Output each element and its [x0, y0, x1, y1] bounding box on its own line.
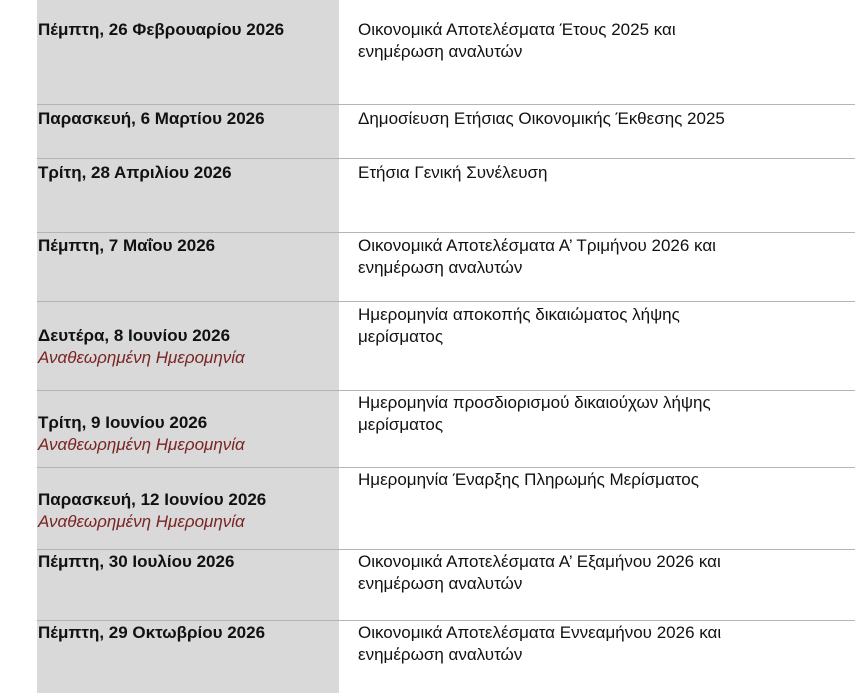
- event-date: Δευτέρα, 8 Ιουνίου 2026: [38, 326, 231, 345]
- date-cell: [37, 550, 339, 620]
- event-date: Πέμπτη, 29 Οκτωβρίου 2026: [38, 623, 266, 642]
- event-description-line: Οικονομικά Αποτελέσματα Έτους 2025 και: [358, 20, 676, 39]
- event-cell: [358, 159, 855, 232]
- revised-date-note: Αναθεωρημένη Ημερομηνία: [38, 512, 245, 531]
- event-description-line: Οικονομικά Αποτελέσματα Α’ Εξαμήνου 2026 και: [358, 552, 721, 571]
- event-date: Παρασκευή, 12 Ιουνίου 2026: [38, 490, 267, 509]
- event-cell: [358, 621, 855, 694]
- event-date: Πέμπτη, 7 Μαΐου 2026: [38, 236, 216, 255]
- event-cell: [358, 105, 855, 158]
- date-cell: [37, 621, 339, 694]
- date-cell: [37, 468, 339, 549]
- date-cell: [37, 159, 339, 232]
- table-row: [37, 0, 855, 104]
- event-cell: [358, 233, 855, 301]
- event-date: Πέμπτη, 30 Ιουλίου 2026: [38, 552, 235, 571]
- event-date: Τρίτη, 28 Απριλίου 2026: [38, 163, 232, 182]
- date-cell: [37, 233, 339, 301]
- event-description-line: Ημερομηνία προσδιορισμού δικαιούχων λήψης: [358, 393, 711, 412]
- table-row: [37, 232, 855, 301]
- event-date: Τρίτη, 9 Ιουνίου 2026: [38, 413, 208, 432]
- event-description-line: Ημερομηνία αποκοπής δικαιώματος λήψης: [358, 305, 680, 324]
- event-description-line: ενημέρωση αναλυτών: [358, 42, 523, 61]
- event-description-line: ενημέρωση αναλυτών: [358, 645, 523, 664]
- event-description-line: Ημερομηνία Έναρξης Πληρωμής Μερίσματος: [358, 470, 699, 489]
- event-description-line: ενημέρωση αναλυτών: [358, 258, 523, 277]
- revised-date-note: Αναθεωρημένη Ημερομηνία: [38, 435, 245, 454]
- event-date: Παρασκευή, 6 Μαρτίου 2026: [38, 109, 265, 128]
- revised-date-note: Αναθεωρημένη Ημερομηνία: [38, 348, 245, 367]
- event-description-line: ενημέρωση αναλυτών: [358, 574, 523, 593]
- table-row: [37, 620, 855, 694]
- event-cell: [358, 302, 855, 390]
- date-cell: [37, 302, 339, 390]
- table-row: [37, 467, 855, 549]
- table-row: [37, 301, 855, 390]
- table-row: [37, 549, 855, 620]
- event-description-line: Δημοσίευση Ετήσιας Οικονομικής Έκθεσης 2025: [358, 109, 725, 128]
- event-cell: [358, 0, 855, 104]
- event-cell: [358, 468, 855, 549]
- event-cell: [358, 391, 855, 467]
- event-description-line: Οικονομικά Αποτελέσματα Α’ Τριμήνου 2026 και: [358, 236, 716, 255]
- date-cell: [37, 0, 339, 104]
- event-cell: [358, 550, 855, 620]
- date-cell: [37, 391, 339, 467]
- table-row: [37, 390, 855, 467]
- table-row: [37, 104, 855, 158]
- table-row: [37, 158, 855, 232]
- event-description-line: Οικονομικά Αποτελέσματα Εννεαμήνου 2026 και: [358, 623, 722, 642]
- event-date: Πέμπτη, 26 Φεβρουαρίου 2026: [38, 20, 285, 39]
- event-description-line: μερίσματος: [358, 415, 444, 434]
- date-cell: [37, 105, 339, 158]
- event-description-line: Ετήσια Γενική Συνέλευση: [358, 163, 548, 182]
- event-description-line: μερίσματος: [358, 327, 444, 346]
